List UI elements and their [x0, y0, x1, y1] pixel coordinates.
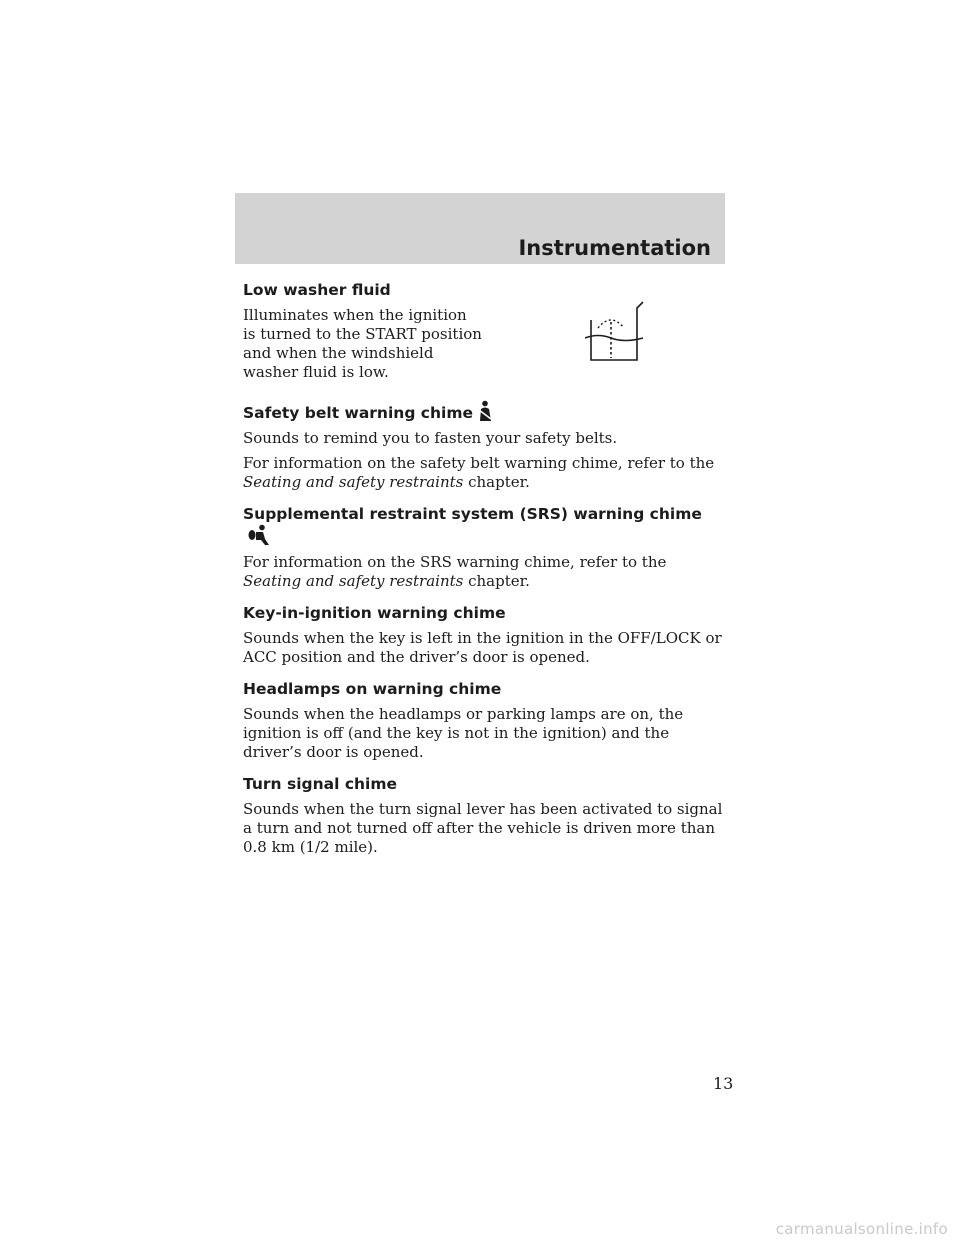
washer-fluid-icon — [585, 300, 647, 362]
section-title: Headlamps on warning chime — [243, 680, 502, 698]
page-number: 13 — [713, 1074, 734, 1093]
section-title: Supplemental restraint system (SRS) warning chime — [243, 504, 723, 547]
chapter-reference: Seating and safety restraints — [243, 572, 464, 590]
section-safety-belt-chime — [243, 400, 723, 492]
section-title: Low washer fluid — [243, 281, 391, 299]
section-low-washer-fluid — [243, 280, 723, 382]
section-key-in-ignition-chime — [243, 603, 723, 667]
section-body: Sounds when the headlamps or parking lamps are on, the ignition is off (and the key is not in the ignition) and the driver’s door is opened. — [243, 705, 684, 761]
section-body: Sounds when the turn signal lever has been activated to signal a turn and not turned off after the vehicle is driven more than 0.8 km (1/2 mile). — [243, 800, 723, 856]
chapter-header — [235, 193, 725, 264]
seatbelt-icon — [477, 400, 493, 422]
section-srs-chime — [243, 504, 723, 591]
section-title: Turn signal chime — [243, 775, 398, 793]
section-reference: For information on the safety belt warning chime, refer to the Seating and safety restraints chapter. — [243, 454, 715, 491]
section-body: Sounds to remind you to fasten your safety belts. — [243, 429, 618, 447]
watermark: carmanualsonline.info — [775, 1220, 948, 1238]
chapter-reference: Seating and safety restraints — [243, 473, 464, 491]
page-content — [243, 280, 723, 869]
section-body: Illuminates when the ignition is turned to the START position and when the windshield washer fluid is low. — [243, 306, 482, 381]
section-title: Key-in-ignition warning chime — [243, 604, 506, 622]
airbag-icon — [247, 524, 271, 546]
section-headlamps-chime — [243, 679, 723, 762]
chapter-title: Instrumentation — [518, 236, 711, 260]
section-turn-signal-chime — [243, 774, 723, 857]
section-body: Sounds when the key is left in the ignition in the OFF/LOCK or ACC position and the driver’s door is opened. — [243, 629, 722, 666]
section-reference: For information on the SRS warning chime, refer to the Seating and safety restraints chapter. — [243, 553, 667, 590]
section-title: Safety belt warning chime — [243, 400, 723, 423]
